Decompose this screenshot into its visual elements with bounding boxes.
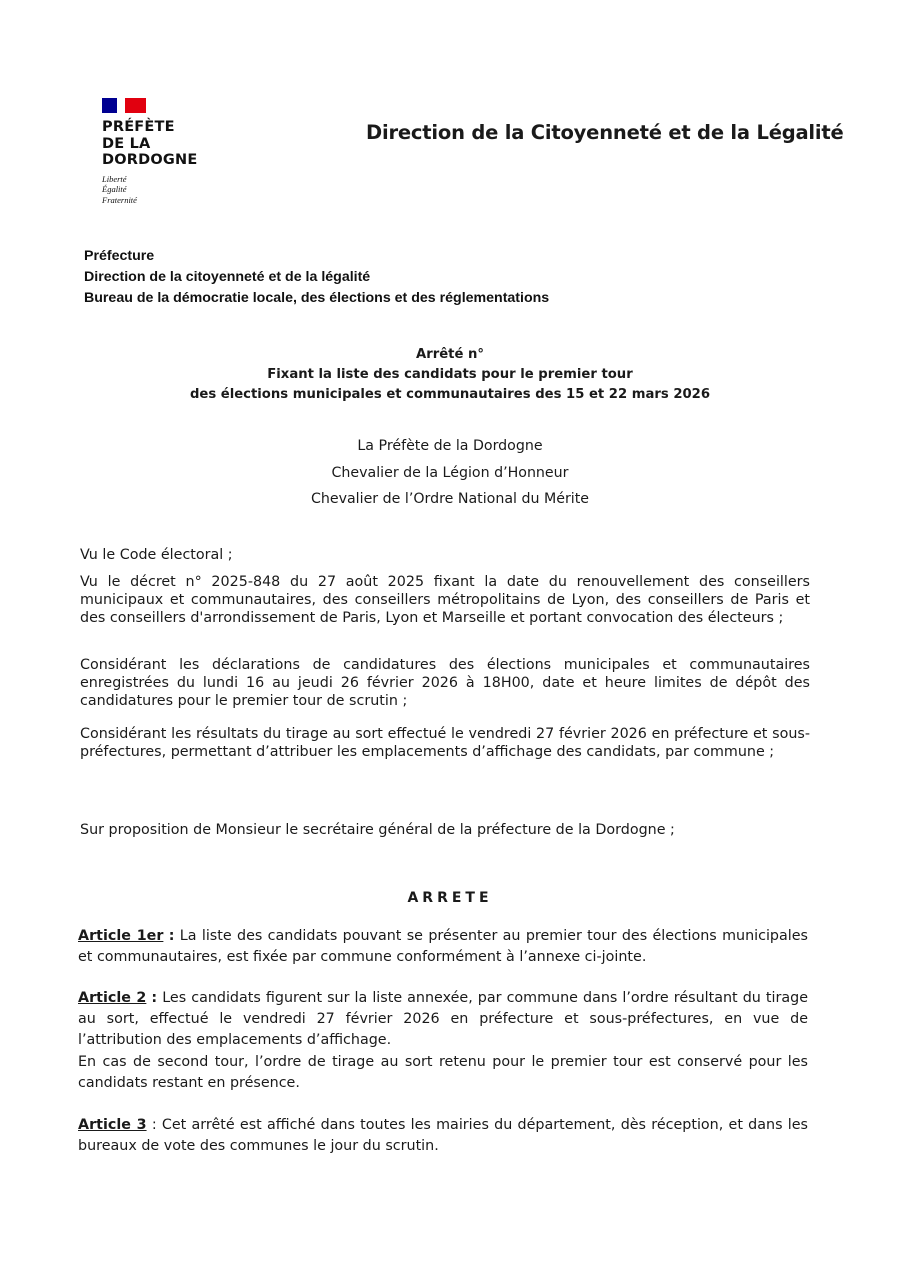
article-text: Cet arrêté est affiché dans toutes les mairies du département, dès réception, et dans les bureaux de vote des communes le jour du scrutin. — [78, 1117, 808, 1155]
article-colon: : — [151, 990, 158, 1006]
arrete-heading: ARRETE — [407, 890, 493, 906]
sender-line: Direction de la citoyenneté et de la légalité — [84, 268, 371, 285]
motto-line: Égalité — [102, 184, 127, 194]
sender-line: Bureau de la démocratie locale, des élections et des réglementations — [84, 289, 550, 306]
article-2 — [78, 988, 808, 1052]
article-2-second-paragraph: En cas de second tour, l’ordre de tirage au sort retenu pour le premier tour est conservé pour les candidats restant en présence. — [78, 1054, 808, 1092]
direction-title: Direction de la Citoyenneté et de la Légalité — [366, 121, 844, 144]
article-label: Article 3 — [78, 1117, 147, 1133]
article-colon: : — [168, 928, 175, 944]
article-1 — [78, 926, 808, 968]
considerant-declarations: Considérant les déclarations de candidatures des élections municipales et communautaires enregistrées du lundi 16 au jeudi 26 février 2026 à 18H00, date et heure limites de dépôt des candidatures pour le premier tour de scrutin ; — [80, 657, 810, 709]
republic-motto — [102, 174, 242, 206]
article-colon: : — [151, 1117, 157, 1133]
logo-line: DORDOGNE — [102, 152, 198, 168]
sender-block — [84, 246, 549, 308]
logo-line: PRÉFÈTE — [102, 119, 175, 135]
decree-title-line: des élections municipales et communautaires des 15 et 22 mars 2026 — [189, 387, 711, 402]
considerant-tirage: Considérant les résultats du tirage au sort effectué le vendredi 27 février 2026 en préfecture et sous-préfectures, permettant d’attribuer les emplacements d’affichage des candidats, par commune ; — [80, 726, 810, 760]
article-label: Article 1er — [78, 928, 164, 944]
prefecture-logo — [102, 98, 242, 205]
prefect-titles — [0, 433, 900, 513]
prefect-line: La Préfète de la Dordogne — [357, 438, 543, 454]
logo-line: DE LA — [102, 135, 151, 152]
article-text: Les candidats figurent sur la liste annexée, par commune dans l’ordre résultant du tirage au sort, effectué le vendredi 27 février 2026 en préfecture et sous-préfectures, en vue de l’attribution des emplacements d’affichage. — [78, 990, 808, 1049]
decree-title — [0, 345, 900, 405]
marianne-flag-icon — [102, 98, 146, 113]
motto-line: Fraternité — [102, 194, 137, 205]
motto-line: Liberté — [102, 173, 127, 184]
sender-line: Préfecture — [84, 248, 155, 264]
proposition-line: Sur proposition de Monsieur le secrétaire général de la préfecture de la Dordogne ; — [80, 822, 675, 838]
prefect-line: Chevalier de la Légion d’Honneur — [331, 464, 569, 481]
logo-name — [102, 119, 242, 169]
article-3 — [78, 1115, 808, 1157]
decree-number: Arrêté n° — [416, 347, 484, 362]
decree-title-line: Fixant la liste des candidats pour le premier tour — [267, 367, 633, 382]
article-text: La liste des candidats pouvant se présenter au premier tour des élections municipales et communautaires, est fixée par commune conformément à l’annexe ci-jointe. — [78, 928, 808, 966]
article-label: Article 2 — [78, 990, 147, 1006]
visa-code-electoral: Vu le Code électoral ; — [80, 547, 233, 563]
visa-decret: Vu le décret n° 2025-848 du 27 août 2025 fixant la date du renouvellement des conseillers municipaux et communautaires, des conseillers métropolitains de Lyon, des conseillers de Paris et des conseillers d'arrondissement de Paris, Lyon et Marseille et portant convocation des électeurs ; — [80, 574, 810, 626]
prefect-line: Chevalier de l’Ordre National du Mérite — [310, 491, 590, 507]
